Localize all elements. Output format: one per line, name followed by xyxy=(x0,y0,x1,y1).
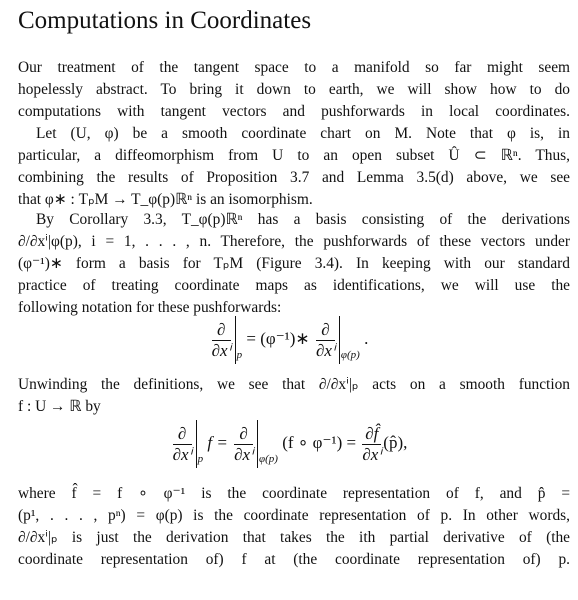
paragraph-line: (φ⁻¹)∗ form a basis for TₚM (Figure 3.4). In keeping with our standard xyxy=(18,255,570,272)
fraction: $\frac{\partial}{\text{∂xⁱ}}$ xyxy=(172,423,192,464)
paragraph-line: By Corollary 3.3, T_φ(p)ℝⁿ has a basis consisting of the derivations xyxy=(36,211,570,228)
paragraph-line: ∂/∂xⁱ|φ(p), i = 1, . . . , n. Therefore, the pushforwards of these vectors under xyxy=(18,233,570,250)
fraction: $\frac{\partial f̂}{\text{∂xⁱ}}$ xyxy=(362,423,382,464)
paragraph-line: coordinate representation of) f at (the coordinate representation of) p. xyxy=(18,551,570,568)
paragraph-line: combining the results of Proposition 3.7 and Lemma 3.5(d) above, we see xyxy=(18,169,570,186)
equation-derivation-action: $\frac{\partial}{\text{∂xⁱ}}$ $_p$ f = $\frac{\partial}{\text{∂xⁱ}}$ $_{\varphi(p)}$ (f ∘ φ⁻¹) = $\frac{\partial f̂}{\text{∂xⁱ}}$ (p̂), xyxy=(0,420,578,468)
paragraph-line: practice of treating coordinate maps as identifications, we will use the xyxy=(18,277,570,294)
fraction: $\frac{\partial}{\text{∂xⁱ}}$ xyxy=(315,319,335,360)
paragraph-line: Our treatment of the tangent space to a manifold so far might seem xyxy=(18,59,570,76)
paragraph-line: particular, a diffeomorphism from U to an open subset Û ⊂ ℝⁿ. Thus, xyxy=(18,147,570,164)
paragraph-line: following notation for these pushforwards: xyxy=(18,299,282,316)
paragraph-line: Let (U, φ) be a smooth coordinate chart on M. Note that φ is, in xyxy=(36,125,570,142)
evaluation-bar xyxy=(196,420,197,468)
paragraph-line: computations with tangent vectors and pushforwards in local coordinates. xyxy=(18,103,570,120)
equation-pushforward-notation: $\frac{\partial}{\text{∂xⁱ}}$ $_p$ = (φ⁻¹)∗ $\frac{\partial}{\text{∂xⁱ}}$ $_{\varphi(p)}$ . xyxy=(0,316,578,364)
paragraph-line: hopelessly abstract. To bring it down to earth, we will show how to do xyxy=(18,81,570,98)
fraction: $\frac{\partial}{\text{∂xⁱ}}$ xyxy=(211,319,231,360)
paragraph-line: (p¹, . . . , pⁿ) = φ(p) is the coordinate representation of p. In other words, xyxy=(18,507,570,524)
evaluation-bar xyxy=(339,316,340,364)
paragraph-line: f : U → ℝ by xyxy=(18,398,101,415)
evaluation-bar xyxy=(257,420,258,468)
section-title: Computations in Coordinates xyxy=(18,7,312,34)
paragraph-line: where f̂ = f ∘ φ⁻¹ is the coordinate representation of f, and p̂ = xyxy=(18,485,570,502)
evaluation-bar xyxy=(235,316,236,364)
paragraph-line: ∂/∂xⁱ|ₚ is just the derivation that takes the ith partial derivative of (the xyxy=(18,529,570,546)
paragraph-line: that φ∗ : TₚM → T_φ(p)ℝⁿ is an isomorphism. xyxy=(18,191,313,208)
paragraph-line: Unwinding the definitions, we see that ∂/∂xⁱ|ₚ acts on a smooth function xyxy=(18,376,570,393)
fraction: $\frac{\partial}{\text{∂xⁱ}}$ xyxy=(234,423,254,464)
